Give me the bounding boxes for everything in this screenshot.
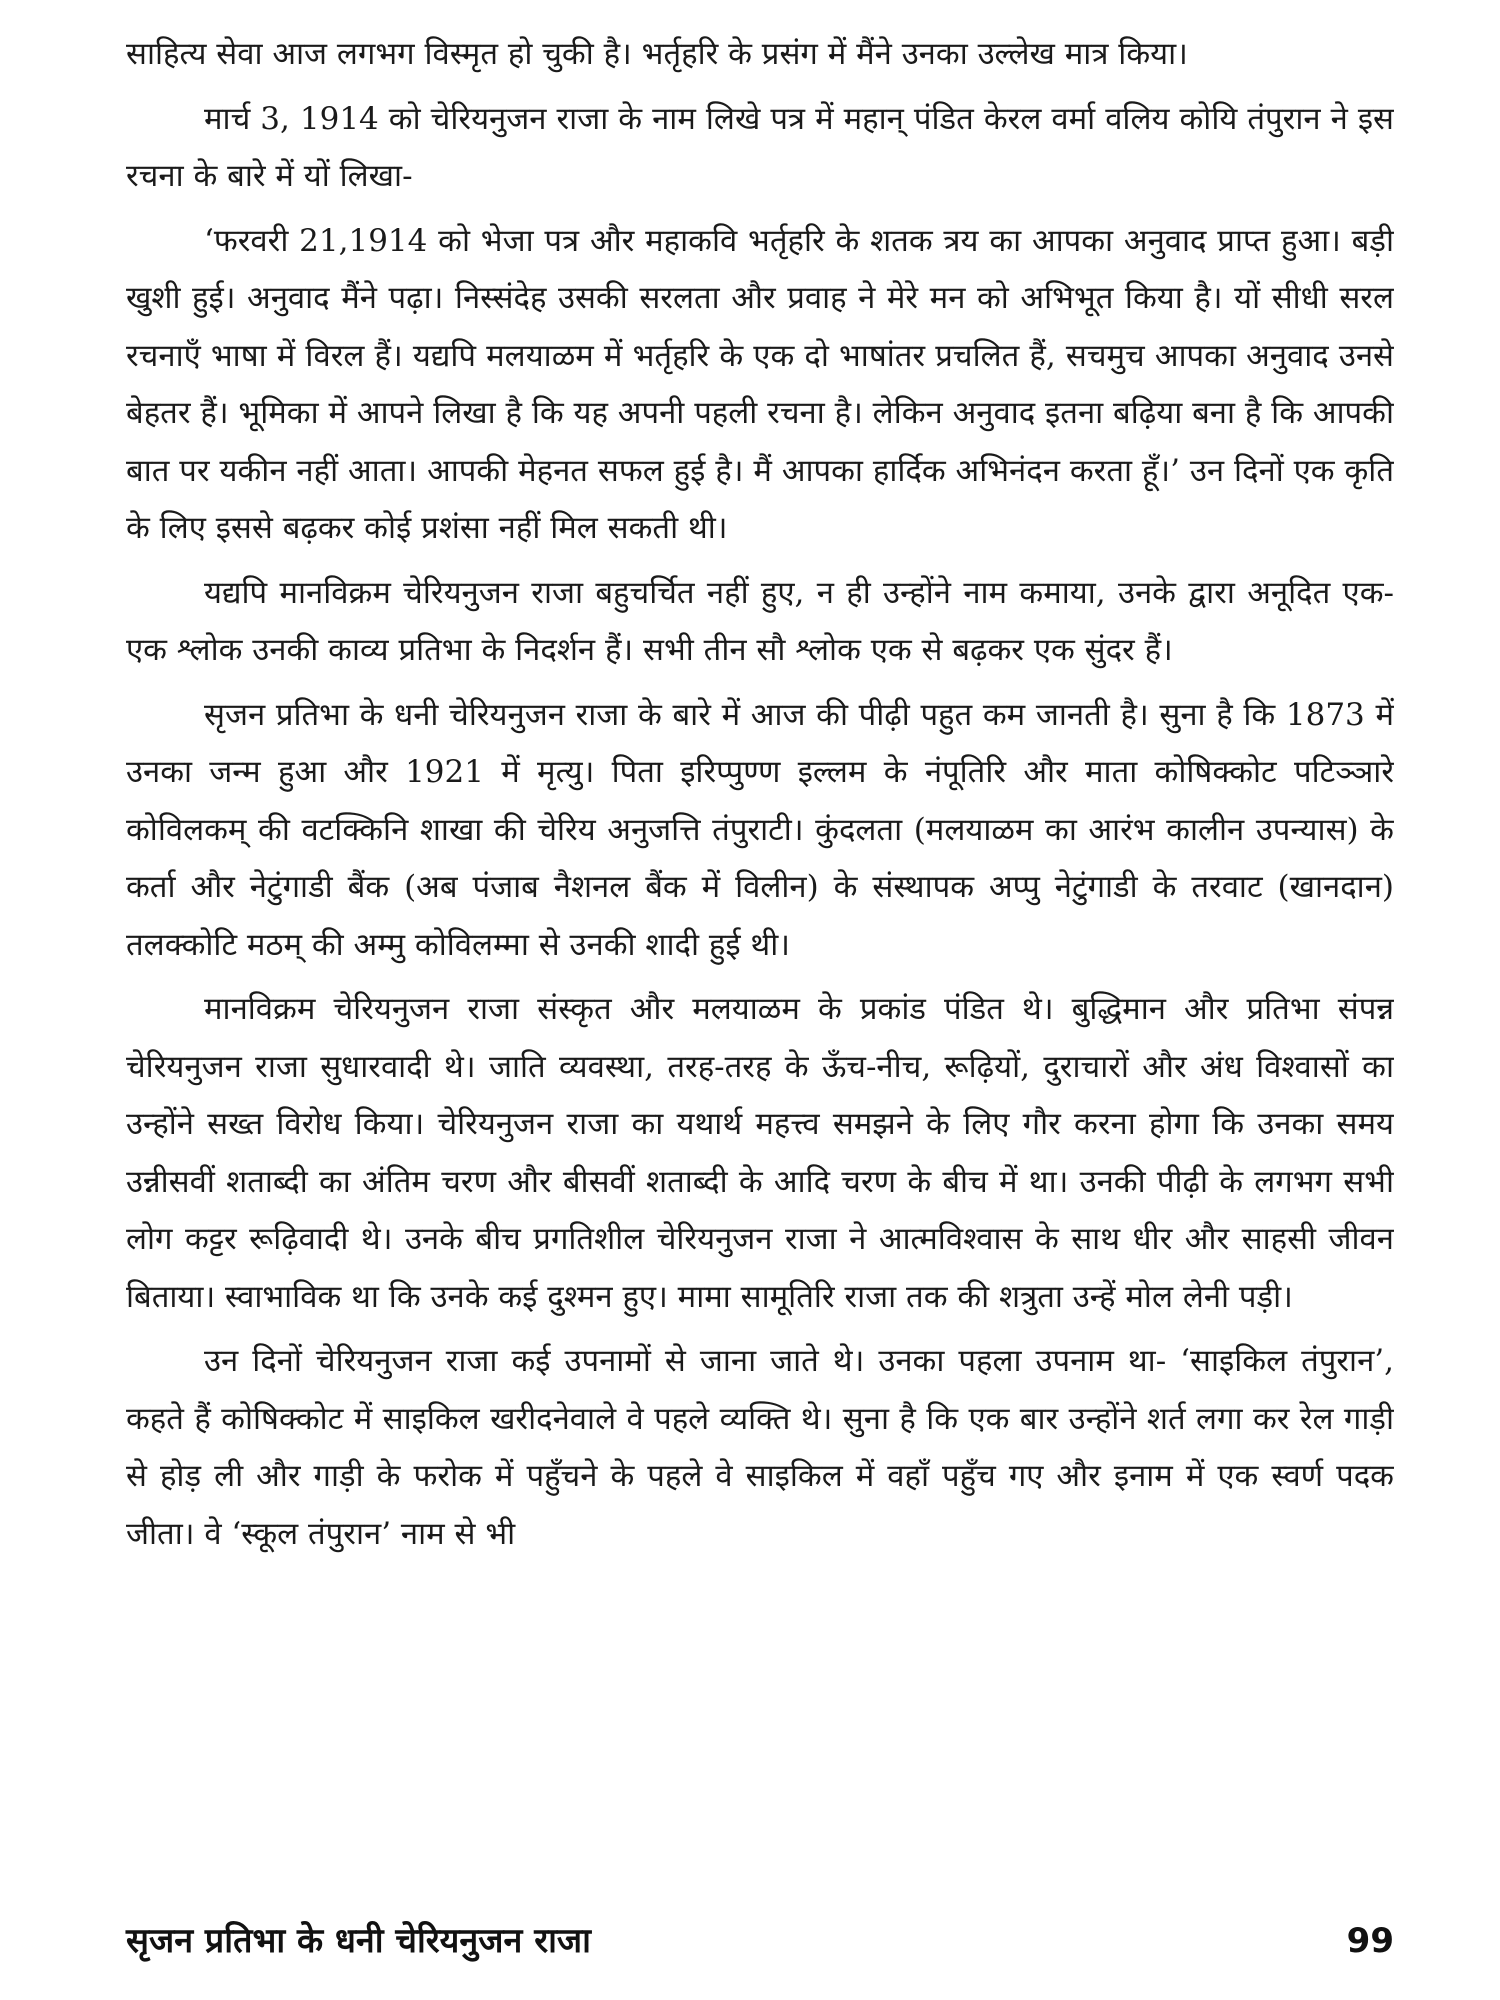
page-footer — [126, 1916, 1394, 1966]
paragraph: सृजन प्रतिभा के धनी चेरियनुजन राजा के बारे में आज की पीढ़ी पहुत कम जानती है। सुना है कि 1873 में उनका जन्म हुआ और 1921 में मृत्यु। पिता इरिप्पुण्ण इल्लम के नंपूतिरि और माता कोषिक्कोट पटिञ्ञारे कोविलकम् की वटक्किनि शाखा की चेरिय अनुजत्ति तंपुराटी। कुंदलता (मलयाळम का आरंभ कालीन उपन्यास) के कर्ता और नेटुंगाडी बैंक (अब पंजाब नैशनल बैंक में विलीन) के संस्थापक अप्पु नेटुंगाडी के तरवाट (खानदान) तलक्कोटि मठम् की अम्मु कोविलम्मा से उनकी शादी हुई थी। — [126, 696, 1394, 963]
running-title: सृजन प्रतिभा के धनी चेरियनुजन राजा — [126, 1921, 591, 1961]
paragraph-continuation: साहित्य सेवा आज लगभग विस्मृत हो चुकी है। भर्तृहरि के प्रसंग में मैंने उनका उल्लेख मात्र किया। — [126, 36, 1188, 72]
paragraph: यद्यपि मानविक्रम चेरियनुजन राजा बहुचर्चित नहीं हुए, न ही उन्होंने नाम कमाया, उनके द्वारा अनूदित एक-एक श्लोक उनकी काव्य प्रतिभा के निदर्शन हैं। सभी तीन सौ श्लोक एक से बढ़कर एक सुंदर हैं। — [126, 574, 1394, 668]
paragraph: मानविक्रम चेरियनुजन राजा संस्कृत और मलयाळम के प्रकांड पंडित थे। बुद्धिमान और प्रतिभा संपन्न चेरियनुजन राजा सुधारवादी थे। जाति व्यवस्था, तरह-तरह के ऊँच-नीच, रूढ़ियों, दुराचारों और अंध विश्वासों का उन्होंने सख्त विरोध किया। चेरियनुजन राजा का यथार्थ महत्त्व समझने के लिए गौर करना होगा कि उनका समय उन्नीसवीं शताब्दी का अंतिम चरण और बीसवीं शताब्दी के आदि चरण के बीच में था। उनकी पीढ़ी के लगभग सभी लोग कट्टर रूढ़िवादी थे। उनके बीच प्रगतिशील चेरियनुजन राजा ने आत्मविश्वास के साथ धीर और साहसी जीवन बिताया। स्वाभाविक था कि उनके कई दुश्मन हुए। मामा सामूतिरि राजा तक की शत्रुता उन्हें मोल लेनी पड़ी। — [126, 991, 1394, 1315]
paragraph: उन दिनों चेरियनुजन राजा कई उपनामों से जाना जाते थे। उनका पहला उपनाम था- ‘साइकिल तंपुरान’, कहते हैं कोषिक्कोट में साइकिल खरीदनेवाले वे पहले व्यक्ति थे। सुना है कि एक बार उन्होंने शर्त लगा कर रेल गाड़ी से होड़ ली और गाड़ी के फरोक में पहुँचने के पहले वे साइकिल में वहाँ पहुँच गए और इनाम में एक स्वर्ण पदक जीता। वे ‘स्कूल तंपुरान’ नाम से भी — [126, 1343, 1394, 1552]
paragraph: मार्च 3, 1914 को चेरियनुजन राजा के नाम लिखे पत्र में महान् पंडित केरल वर्मा वलिय कोयि तंपुरान ने इस रचना के बारे में यों लिखा- — [126, 100, 1394, 194]
page-body — [126, 26, 1394, 1906]
paragraph-quote: ‘फरवरी 21,1914 को भेजा पत्र और महाकवि भर्तृहरि के शतक त्रय का आपका अनुवाद प्राप्त हुआ। बड़ी खुशी हुई। अनुवाद मैंने पढ़ा। निस्संदेह उसकी सरलता और प्रवाह ने मेरे मन को अभिभूत किया है। यों सीधी सरल रचनाएँ भाषा में विरल हैं। यद्यपि मलयाळम में भर्तृहरि के एक दो भाषांतर प्रचलित हैं, सचमुच आपका अनुवाद उनसे बेहतर हैं। भूमिका में आपने लिखा है कि यह अपनी पहली रचना है। लेकिन अनुवाद इतना बढ़िया बना है कि आपकी बात पर यकीन नहीं आता। आपकी मेहनत सफल हुई है। मैं आपका हार्दिक अभिनंदन करता हूँ।’ उन दिनों एक कृति के लिए इससे बढ़कर कोई प्रशंसा नहीं मिल सकती थी। — [126, 222, 1394, 546]
page-number: 99 — [1346, 1921, 1394, 1961]
